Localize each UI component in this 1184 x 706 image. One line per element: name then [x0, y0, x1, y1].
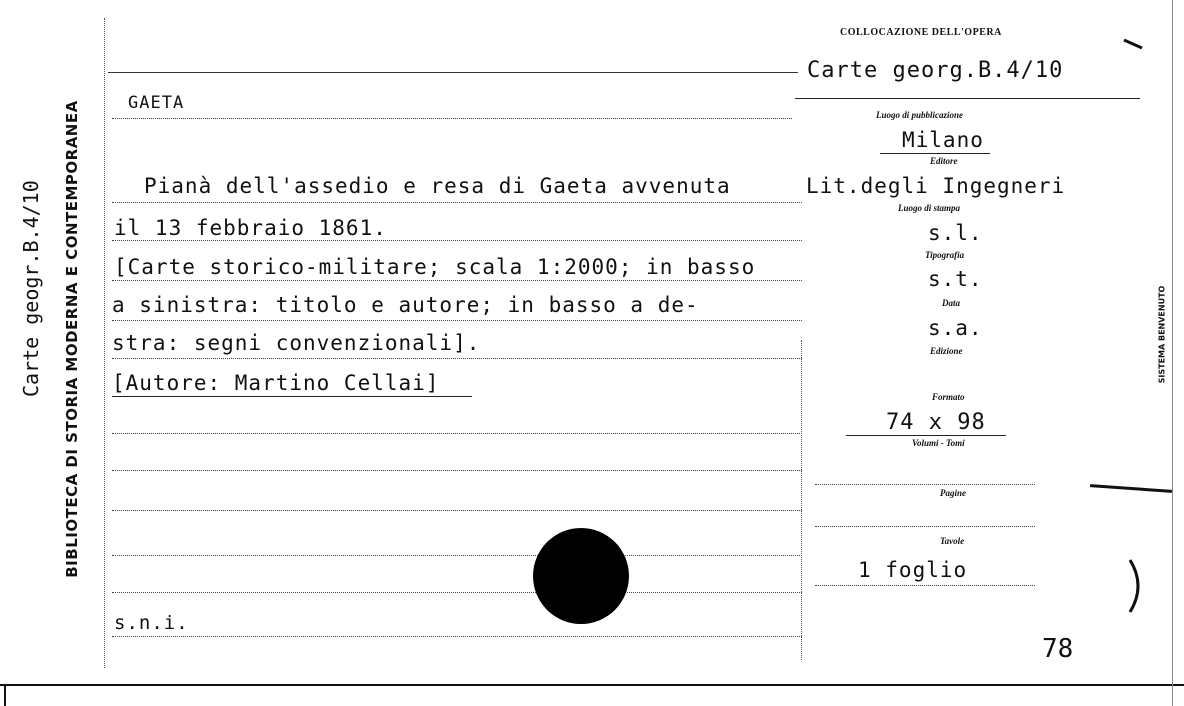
author-note: [Autore: Martino Cellai]	[112, 371, 440, 395]
author-rule	[112, 396, 472, 397]
bottom-edge	[0, 684, 1184, 686]
pagine-rule-bottom	[815, 526, 1035, 527]
pagine-stroke	[1090, 484, 1172, 493]
tavole-rule	[815, 585, 1035, 586]
empty-rule-4	[112, 555, 802, 556]
tavole-value: 1 foglio	[858, 558, 968, 582]
desc-rule-4	[112, 320, 802, 321]
luogo-stampa-label: Luogo di stampa	[898, 203, 961, 213]
description-line-3: [Carte storico-militare; scala 1:2000; in basso	[114, 255, 756, 279]
volumi-label: Volumi - Tomi	[912, 438, 965, 448]
left-border	[104, 18, 105, 668]
desc-rule-1	[112, 202, 802, 203]
desc-rule-3	[112, 280, 802, 281]
side-shelfmark: Carte geogr.B.4/10	[19, 180, 43, 397]
luogo-pubblicazione-value: Milano	[902, 128, 984, 152]
empty-rule-1	[112, 433, 802, 434]
data-label: Data	[942, 298, 960, 308]
top-rule	[108, 72, 798, 73]
formato-rule	[846, 435, 1006, 436]
luogo-pubblicazione-label: Luogo di pubblicazione	[876, 110, 964, 120]
editore-label: Editore	[930, 156, 958, 166]
corner-tick	[1122, 34, 1146, 54]
description-line-4: a sinistra: titolo e autore; in basso a de-	[112, 293, 699, 317]
heading-rule	[112, 118, 792, 119]
mid-border	[801, 340, 802, 660]
pagine-label: Pagine	[940, 488, 966, 498]
punch-hole	[533, 528, 629, 624]
pagine-rule-top	[815, 484, 1035, 485]
card-number: 78	[1042, 634, 1074, 664]
heading: GAETA	[128, 93, 185, 113]
desc-rule-2	[112, 240, 802, 241]
right-edge	[1172, 0, 1173, 706]
formato-value: 74 x 98	[886, 410, 986, 435]
library-name: BIBLIOTECA DI STORIA MODERNA E CONTEMPORANEA	[63, 100, 81, 578]
tavole-label: Tavole	[940, 536, 965, 546]
desc-rule-5	[112, 358, 802, 359]
description-line-1: Pianà dell'assedio e resa di Gaeta avvenuta	[144, 174, 731, 198]
editore-value: Lit.degli Ingegneri	[806, 174, 1066, 198]
data-value: s.a.	[928, 316, 983, 340]
tipografia-value: s.t.	[928, 267, 983, 291]
luogo-stampa-value: s.l.	[928, 221, 983, 245]
description-line-2: il 13 febbraio 1861.	[114, 216, 387, 240]
empty-rule-3	[112, 510, 802, 511]
collocation-rule	[795, 98, 1140, 99]
formato-label: Formato	[932, 392, 965, 402]
tipografia-label: Tipografia	[925, 250, 965, 260]
bracket-mark	[1124, 556, 1154, 616]
right-margin-text: SISTEMA BENVENUTO	[1157, 285, 1167, 384]
sni-note: s.n.i.	[114, 612, 189, 634]
empty-rule-5	[112, 592, 802, 593]
collocation-value: Carte georg.B.4/10	[807, 58, 1064, 83]
milano-rule	[880, 153, 990, 154]
empty-rule-2	[112, 470, 802, 471]
collocation-header: COLLOCAZIONE DELL'OPERA	[840, 27, 1002, 38]
edizione-label: Edizione	[930, 346, 963, 356]
description-line-5: stra: segni convenzionali].	[112, 331, 481, 355]
bottom-left-mark	[4, 684, 6, 706]
sni-rule	[112, 636, 802, 637]
